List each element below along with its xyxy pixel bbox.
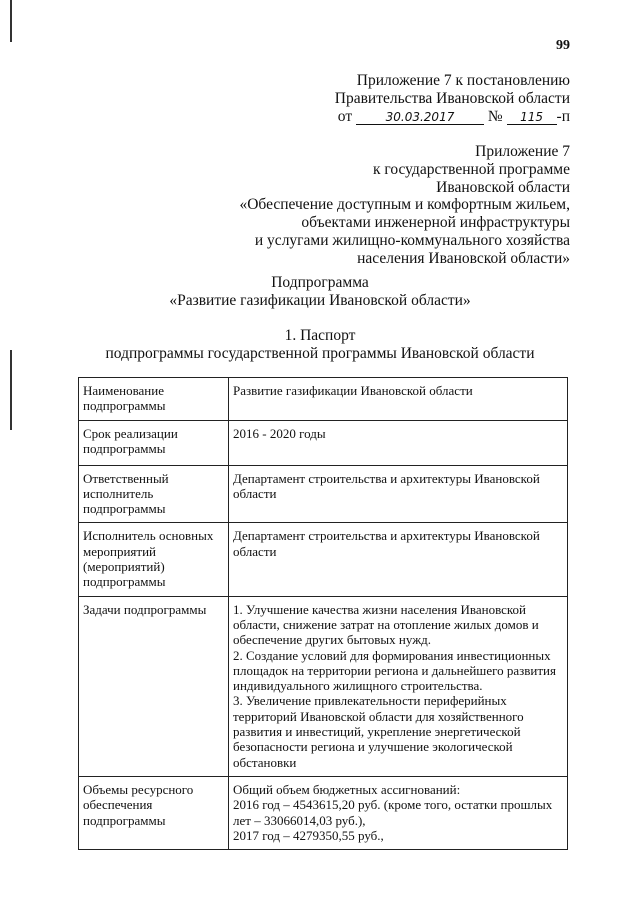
- table-row: [79, 523, 568, 596]
- task-item: 1. Улучшение качества жизни населения Ивановской области, снижение затрат на отопление жилых домов и обеспечение других бытовых нужд.: [233, 601, 539, 648]
- section-heading: 1. Паспорт: [284, 327, 356, 344]
- row-label: Исполнитель основных мероприятий (мероприятий) подпрограммы: [79, 523, 229, 596]
- page-number: 99: [556, 38, 570, 53]
- row-label: Ответственный исполнитель подпрограммы: [79, 465, 229, 523]
- task-item: 3. Увеличение привлекательности периферийных территорий Ивановской области для хозяйственного развития и инвестиций, укрепление энергетической безопасности региона и улучшение экологической обстановки: [233, 693, 524, 770]
- scan-artifact: [10, 0, 12, 42]
- header-line: населения Ивановской области»: [357, 249, 570, 267]
- header-date-line: [335, 108, 570, 126]
- handwritten-date: 30.03.2017: [356, 110, 484, 125]
- header-line: «Обеспечение доступным и комфортным жильем,: [239, 196, 570, 214]
- table-row: [79, 596, 568, 776]
- subprogram-name: «Развитие газификации Ивановской области»: [169, 292, 471, 309]
- table-row: [79, 420, 568, 465]
- row-value: [229, 596, 568, 776]
- row-value: [229, 776, 568, 849]
- from-label: от: [337, 107, 353, 125]
- section-title: [0, 327, 640, 363]
- section-subheading: подпрограммы государственной программы Ивановской области: [105, 345, 535, 362]
- row-value: Департамент строительства и архитектуры Ивановской области: [229, 465, 568, 523]
- subprogram-title: [0, 274, 640, 310]
- header-line: Ивановской области: [436, 178, 570, 196]
- number-suffix: -п: [556, 107, 570, 125]
- passport-table: [78, 377, 568, 850]
- row-label: Задачи подпрограммы: [79, 596, 229, 776]
- header-line: и услугами жилищно-коммунального хозяйства: [254, 231, 570, 249]
- program-appendix-header: [239, 143, 570, 268]
- table-row: [79, 465, 568, 523]
- header-line: Приложение 7 к постановлению: [356, 72, 570, 89]
- row-value: Развитие газификации Ивановской области: [229, 378, 568, 421]
- row-value: Департамент строительства и архитектуры Ивановской области: [229, 523, 568, 596]
- row-label: Наименование подпрограммы: [79, 378, 229, 421]
- header-line: Приложение 7: [475, 143, 570, 160]
- header-line: к государственной программе: [372, 160, 570, 178]
- table-row: [79, 776, 568, 849]
- task-item: 2. Создание условий для формирования инвестиционных площадок на территории региона и дальнейшего развития индивидуального жилищного строительства.: [233, 647, 556, 694]
- funding-line: 2017 год – 4279350,55 руб.,: [233, 827, 384, 843]
- resolution-appendix-header: [335, 72, 570, 125]
- row-label: Срок реализации подпрограммы: [79, 420, 229, 465]
- header-line: Правительства Ивановской области: [334, 89, 570, 107]
- row-value: 2016 - 2020 годы: [229, 420, 568, 465]
- subprogram-label: Подпрограмма: [271, 274, 369, 291]
- number-label: №: [487, 107, 503, 125]
- table-row: [79, 378, 568, 421]
- header-line: объектами инженерной инфраструктуры: [301, 214, 570, 232]
- funding-line: 2016 год – 4543615,20 руб. (кроме того, остатки прошлых лет – 33066014,03 руб.),: [233, 797, 553, 828]
- row-label: Объемы ресурсного обеспечения подпрограммы: [79, 776, 229, 849]
- handwritten-number: 115: [507, 110, 557, 125]
- funding-line: Общий объем бюджетных ассигнований:: [233, 781, 461, 797]
